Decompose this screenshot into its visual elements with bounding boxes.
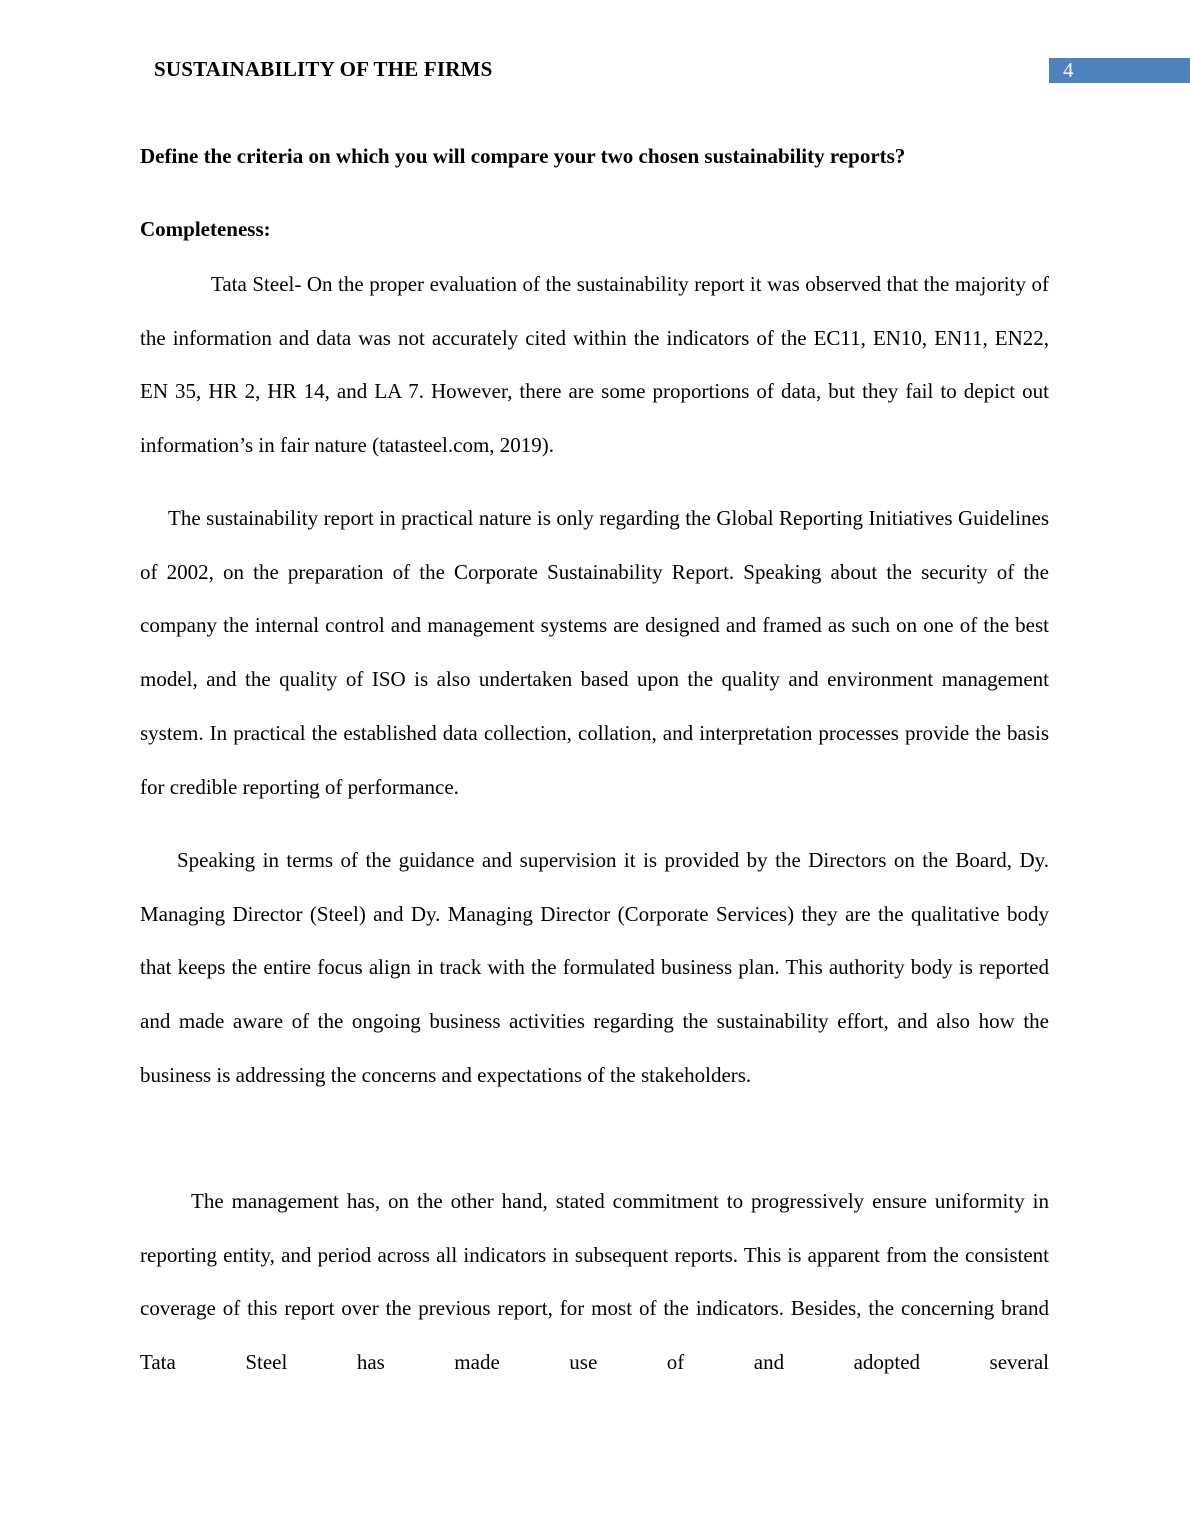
paragraph: Speaking in terms of the guidance and supervision it is provided by the Directors on the Board, Dy. Managing Director (Steel) and Dy. Managing Director (Corporate Services) they are the qualitative body that keeps the entire focus align in track with the formulated business plan. This authority body is reported and made aware of the ongoing business activities regarding the sustainability effort, and also how the business is addressing the concerns and expectations of the stakeholders. xyxy=(140,848,1049,1087)
question-heading: Define the criteria on which you will compare your two chosen sustainability reports? xyxy=(140,144,906,168)
page-number: 4 xyxy=(1063,58,1074,82)
running-head: SUSTAINABILITY OF THE FIRMS xyxy=(154,57,493,81)
page-number-box xyxy=(1049,58,1190,83)
paragraph: The sustainability report in practical nature is only regarding the Global Reporting Initiatives Guidelines of 2002, on the preparation of the Corporate Sustainability Report. Speaking about the security of the company the internal control and management systems are designed and framed as such on one of the best model, and the quality of ISO is also undertaken based upon the quality and environment management system. In practical the established data collection, collation, and interpretation processes provide the basis for credible reporting of performance. xyxy=(140,506,1049,799)
paragraph: The management has, on the other hand, stated commitment to progressively ensure uniformity in reporting entity, and period across all indicators in subsequent reports. This is apparent from the consistent coverage of this report over the previous report, for most of the indicators. Besides, the concerning brand Tata Steel has made use of and adopted several xyxy=(140,1189,1049,1375)
section-heading-completeness: Completeness: xyxy=(140,217,271,241)
paragraph: Tata Steel- On the proper evaluation of the sustainability report it was observed that the majority of the information and data was not accurately cited within the indicators of the EC11, EN10, EN11, EN22, EN 35, HR 2, HR 14, and LA 7. However, there are some proportions of data, but they fail to depict out information’s in fair nature (tatasteel.com, 2019). xyxy=(140,272,1049,458)
